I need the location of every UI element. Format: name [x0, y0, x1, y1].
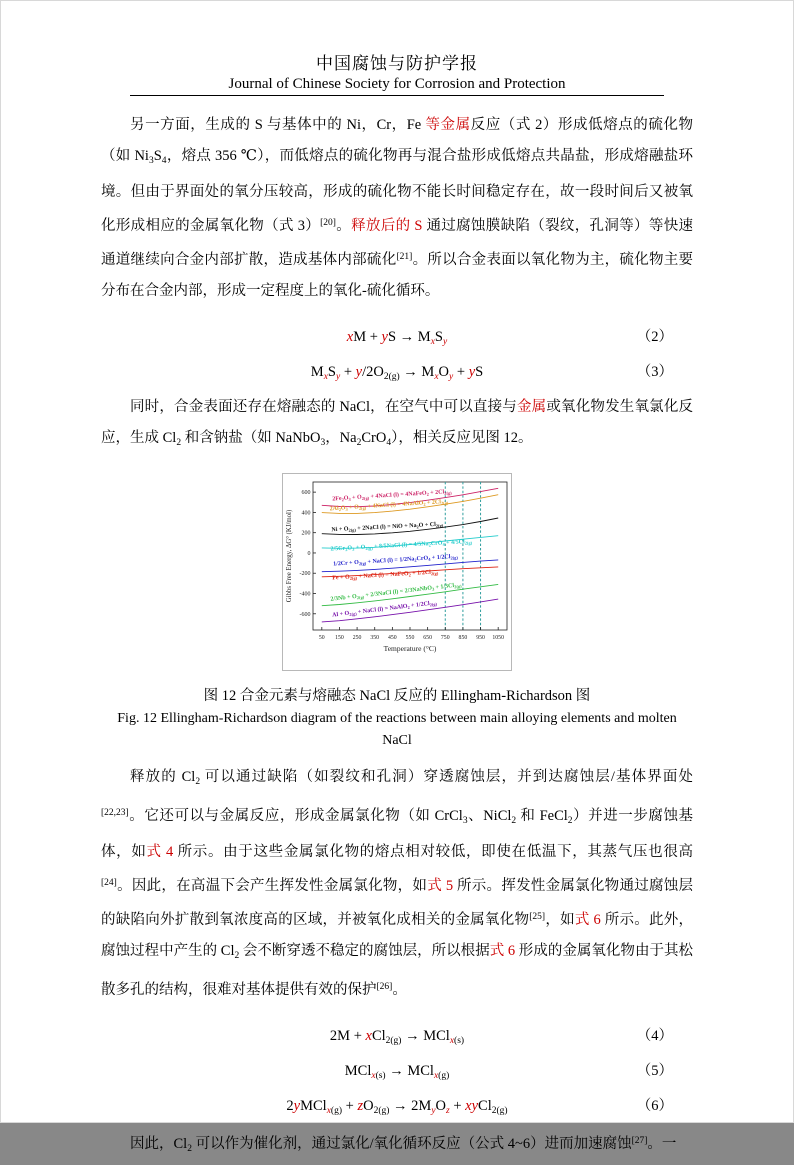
equation-row-4	[101, 1021, 693, 1056]
svg-text:2/3Nb + O2(g) + 2/3NaCl (l) =: $2/3Nb + O_{2(g)}$ + 2/3NaCl (l) = 2/3NaNbO$_3$ + $1/3Cl_{2(g)}$	[330, 582, 462, 603]
svg-text:0: 0	[307, 550, 311, 557]
paragraph-nacl-molten: 同时，合金表面还存在熔融态的 NaCl，在空气中可以直接与金属或氧化物发生氧氯化反应，生成 $Cl_2$ 和含钠盐（如 NaNbO$_3$，$Na_2CrO_4$），相关反应见图 12。	[101, 398, 694, 448]
svg-text:-600: -600	[299, 611, 311, 618]
svg-text:2Fe2O3 + O2(g) + 4NaCl (l) = 4: $2Fe_2O_3 + O_{2(g)}$ + 4NaCl (l) = 4NaFeO$_2$ + $2Cl_{2(g)}$	[332, 489, 452, 503]
equation-6-number: （6）	[636, 1097, 673, 1114]
svg-text:350: 350	[370, 635, 380, 641]
svg-text:600: 600	[301, 490, 311, 497]
equation-row-6	[101, 1091, 693, 1126]
svg-text:Temperature (°C): Temperature (°C)	[383, 644, 437, 653]
svg-text:Fe + O2(g) + NaCl (l) = NaFeO2: $Fe + O_{2(g)}$ + NaCl (l) = NaFeO$_2$ + $1/2Cl_{2(g)}$	[332, 569, 439, 582]
svg-text:1050: 1050	[492, 635, 504, 641]
paragraph-chlorination: 释放的 $Cl_2$ 可以通过缺陷（如裂纹和孔洞）穿透腐蚀层，并到达腐蚀层/基体界面处[22,23]。它还可以与金属反应，形成金属氯化物（如 CrCl$_3$、NiCl$_2$ 和 FeCl$_2$）并进一步腐蚀基体，如式 4 所示。由于这些金属氯化物的熔点相对较低，即使在低温下，其蒸气压也很高[24]。因此，在高温下会产生挥发性金属氯化物，如式 5 所示。挥发性金属氯化物通过腐蚀层的缺陷向外扩散到氧浓度高的区域，并被氧化成相关的金属氧化物[25]，如式 6 所示。此外，腐蚀过程中产生的 $Cl_2$ 会不断穿透不稳定的腐蚀层，所以根据式 6 形成的金属氧化物由于其松散多孔的结构，很难对基体提供有效的保护[26]。	[101, 769, 694, 998]
svg-text:2/5Cr2O3 + O2(g) + 8/5NaCl (l): $2/5Cr_2O_3 + O_{2(g)}$ + 8/5NaCl $(l) = 4/5Na_2CrO_4 + 4/5Cl_{2(g)}$	[330, 539, 473, 553]
page-content	[1, 110, 793, 1165]
svg-text:550: 550	[405, 635, 415, 641]
page-header	[1, 1, 793, 96]
svg-text:750: 750	[440, 635, 450, 641]
journal-title-zh: 中国腐蚀与防护学报	[316, 54, 478, 73]
svg-text:-200: -200	[299, 571, 311, 578]
svg-text:250: 250	[352, 635, 362, 641]
equation-4-number: （4）	[636, 1027, 673, 1044]
equation-2-number: （2）	[636, 328, 673, 345]
figure-12	[101, 473, 693, 675]
svg-text:650: 650	[423, 635, 432, 641]
figure-12-frame	[282, 473, 512, 671]
equation-5-number: （5）	[636, 1062, 673, 1079]
svg-text:50: 50	[318, 635, 325, 641]
svg-text:950: 950	[476, 635, 485, 641]
svg-text:2Al2O3 + O2(g) + 4NaCl (l) = 4: $2Al_2O_3 + O_{2(g)}$ + 4NaCl (l) = 4NaAlO$_2$ + $2Cl_{2(g)}$	[329, 499, 449, 513]
equation-row-3	[101, 357, 693, 392]
figure-caption-en: Fig. 12 Ellingham-Richardson diagram of the reactions between main alloying elements and molten NaCl	[117, 711, 677, 748]
svg-text:150: 150	[335, 635, 344, 641]
equation-5: MCl$_{x(s)}$ → MCl$_{x(g)}$	[344, 1062, 450, 1081]
equation-6: 2yMCl$_{x(g)}$ + $zO_{2(g)} \to 2M_yO_z$ + xyCl$_{2(g)}$	[286, 1097, 508, 1116]
svg-text:450: 450	[388, 635, 397, 641]
svg-text:200: 200	[301, 530, 311, 537]
svg-text:-400: -400	[299, 591, 311, 598]
equation-row-2	[101, 322, 693, 357]
ellingham-richardson-chart	[283, 474, 511, 670]
svg-text:1/2Cr + O2(g) + NaCl (l) = 1/2: $1/2Cr + O_{2(g)}$ + NaCl $(l) = 1/2Na_2CrO_4 + 1/2Cl_{2(g)}$	[333, 554, 458, 568]
svg-text:Gibbs Free Energy, ΔG° (KJ/mol: Gibbs Free Energy, ΔG° (KJ/mol)	[286, 509, 293, 603]
equation-2: xM + yS → $M_xS_y$	[346, 328, 448, 347]
svg-text:850: 850	[458, 635, 468, 641]
svg-text:Al + O2(g) + NaCl (l) = NaAlO2: $Al + O_{2(g)}$ + NaCl (l) = NaAlO$_2$ + $1/2Cl_{2(g)}$	[331, 601, 438, 619]
equation-row-5	[101, 1056, 693, 1091]
equation-3: $M_xS_y + y/2O_{2(g)} \to M_xO_y$ + yS	[310, 363, 484, 382]
equation-4: 2M + xCl$_{2(g)}$ → MCl$_{x(s)}$	[329, 1027, 465, 1046]
journal-title-en: Journal of Chinese Society for Corrosion and Protection	[130, 74, 663, 96]
equation-3-number: （3）	[636, 363, 673, 380]
paragraph-sulfidation: 另一方面，生成的 S 与基体中的 Ni，Cr，Fe 等金属反应（式 2）形成低熔点的硫化物（如 $Ni_3S_4$，熔点 356 ℃），而低熔点的硫化物再与混合盐形成低熔点共晶盐，形成熔融盐环境。但由于界面处的氧分压较高，形成的硫化物不能长时间稳定存在，故一段时间后又被氧化形成相应的金属氧化物（式 3）[20]。释放后的 S 通过腐蚀膜缺陷（裂纹，孔洞等）等快速通道继续向合金内部扩散，造成基体内部硫化[21]。所以合金表面以氧化物为主，硫化物主要分布在合金内部，形成一定程度上的氧化-硫化循环。	[101, 117, 694, 299]
figure-caption-zh: 图 12 合金元素与熔融态 NaCl 反应的 Ellingham-Richardson 图	[203, 688, 591, 704]
svg-text:Ni + O2(g) + 2NaCl (l) = NiO +: $Ni + O_{2(g)}$ + 2NaCl (l) = NiO + $Na_2O + Cl_{2(g)}$	[331, 521, 444, 534]
svg-text:400: 400	[301, 510, 311, 517]
paragraph-catalyst: 因此，$Cl_2$ 可以作为催化剂，通过氯化/氧化循环反应（公式 4~6）进而加速腐蚀[27]。一	[130, 1135, 677, 1154]
